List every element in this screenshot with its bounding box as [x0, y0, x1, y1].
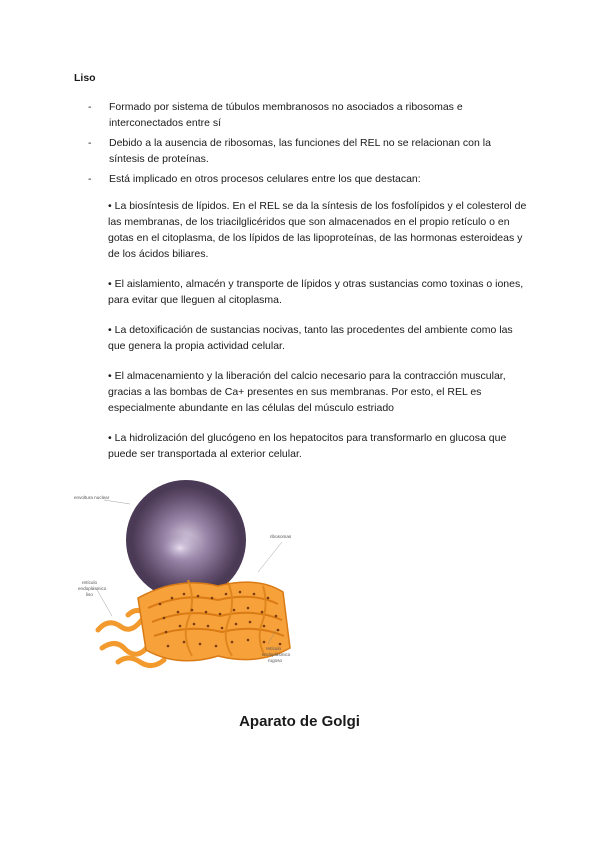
- label-rel-line1: retículo: [82, 580, 98, 585]
- nucleolus: [158, 532, 202, 564]
- label-rel-line3: liso: [86, 592, 93, 597]
- section-title-golgi: Aparato de Golgi: [239, 713, 360, 730]
- dash-marker: -: [88, 137, 92, 149]
- label-rer-line3: rugoso: [268, 658, 283, 663]
- endoplasmic-reticulum-illustration: [68, 480, 308, 670]
- list-item: - Está implicado en otros procesos celulares entre los que destacan:: [88, 173, 421, 185]
- dash-marker: -: [88, 173, 92, 185]
- bullet-paragraphs: [108, 198, 528, 476]
- bullet-paragraph: • La detoxificación de sustancias nocivas, tanto las procedentes del ambiente como las que genera la propia actividad celular.: [108, 324, 513, 352]
- label-envoltura-nuclear: envoltura nuclear: [74, 495, 110, 500]
- list-item: - Debido a la ausencia de ribosomas, las funciones del REL no se relacionan con la síntesis de proteínas.: [88, 137, 491, 165]
- label-ribosomas: ribosomas: [270, 534, 292, 539]
- bullet-paragraph: • La hidrolización del glucógeno en los hepatocitos para transformarlo en glucosa que puede ser transportada al exterior celular.: [108, 432, 507, 460]
- list-item: - Formado por sistema de túbulos membranosos no asociados a ribosomas e interconectados entre sí: [88, 101, 463, 129]
- bullet-marker: •: [108, 432, 112, 444]
- label-rer-line1: retículo: [266, 646, 282, 651]
- er-diagram-svg: [68, 480, 308, 670]
- label-rel-line2: endoplásmico: [78, 586, 107, 591]
- dash-list: [88, 99, 528, 191]
- label-rer-line2: endoplásmico: [262, 652, 291, 657]
- bullet-marker: •: [108, 200, 112, 212]
- bullet-paragraph: • El almacenamiento y la liberación del calcio necesario para la contracción muscular, gracias a las bombas de Ca+ presentes en sus membranas. Por esto, el REL es especialmente abundante en las células del músculo estriado: [108, 370, 506, 414]
- bullet-marker: •: [108, 370, 112, 382]
- dash-marker: -: [88, 101, 92, 113]
- section-heading: Liso: [74, 72, 96, 84]
- bullet-paragraph: • El aislamiento, almacén y transporte de lípidos y otras sustancias como toxinas o iones, para evitar que lleguen al citoplasma.: [108, 278, 524, 306]
- bullet-marker: •: [108, 278, 112, 290]
- bullet-marker: •: [108, 324, 112, 336]
- bullet-paragraph: • La biosíntesis de lípidos. En el REL se da la síntesis de los fosfolípidos y el colesterol de las membranas, de los triacilglicéridos que son almacenados en el propio retículo o en gotas en el citoplasma, de los lípidos de las lipoproteínas, de las hormonas esteroideas y de los ácidos biliares.: [108, 200, 527, 260]
